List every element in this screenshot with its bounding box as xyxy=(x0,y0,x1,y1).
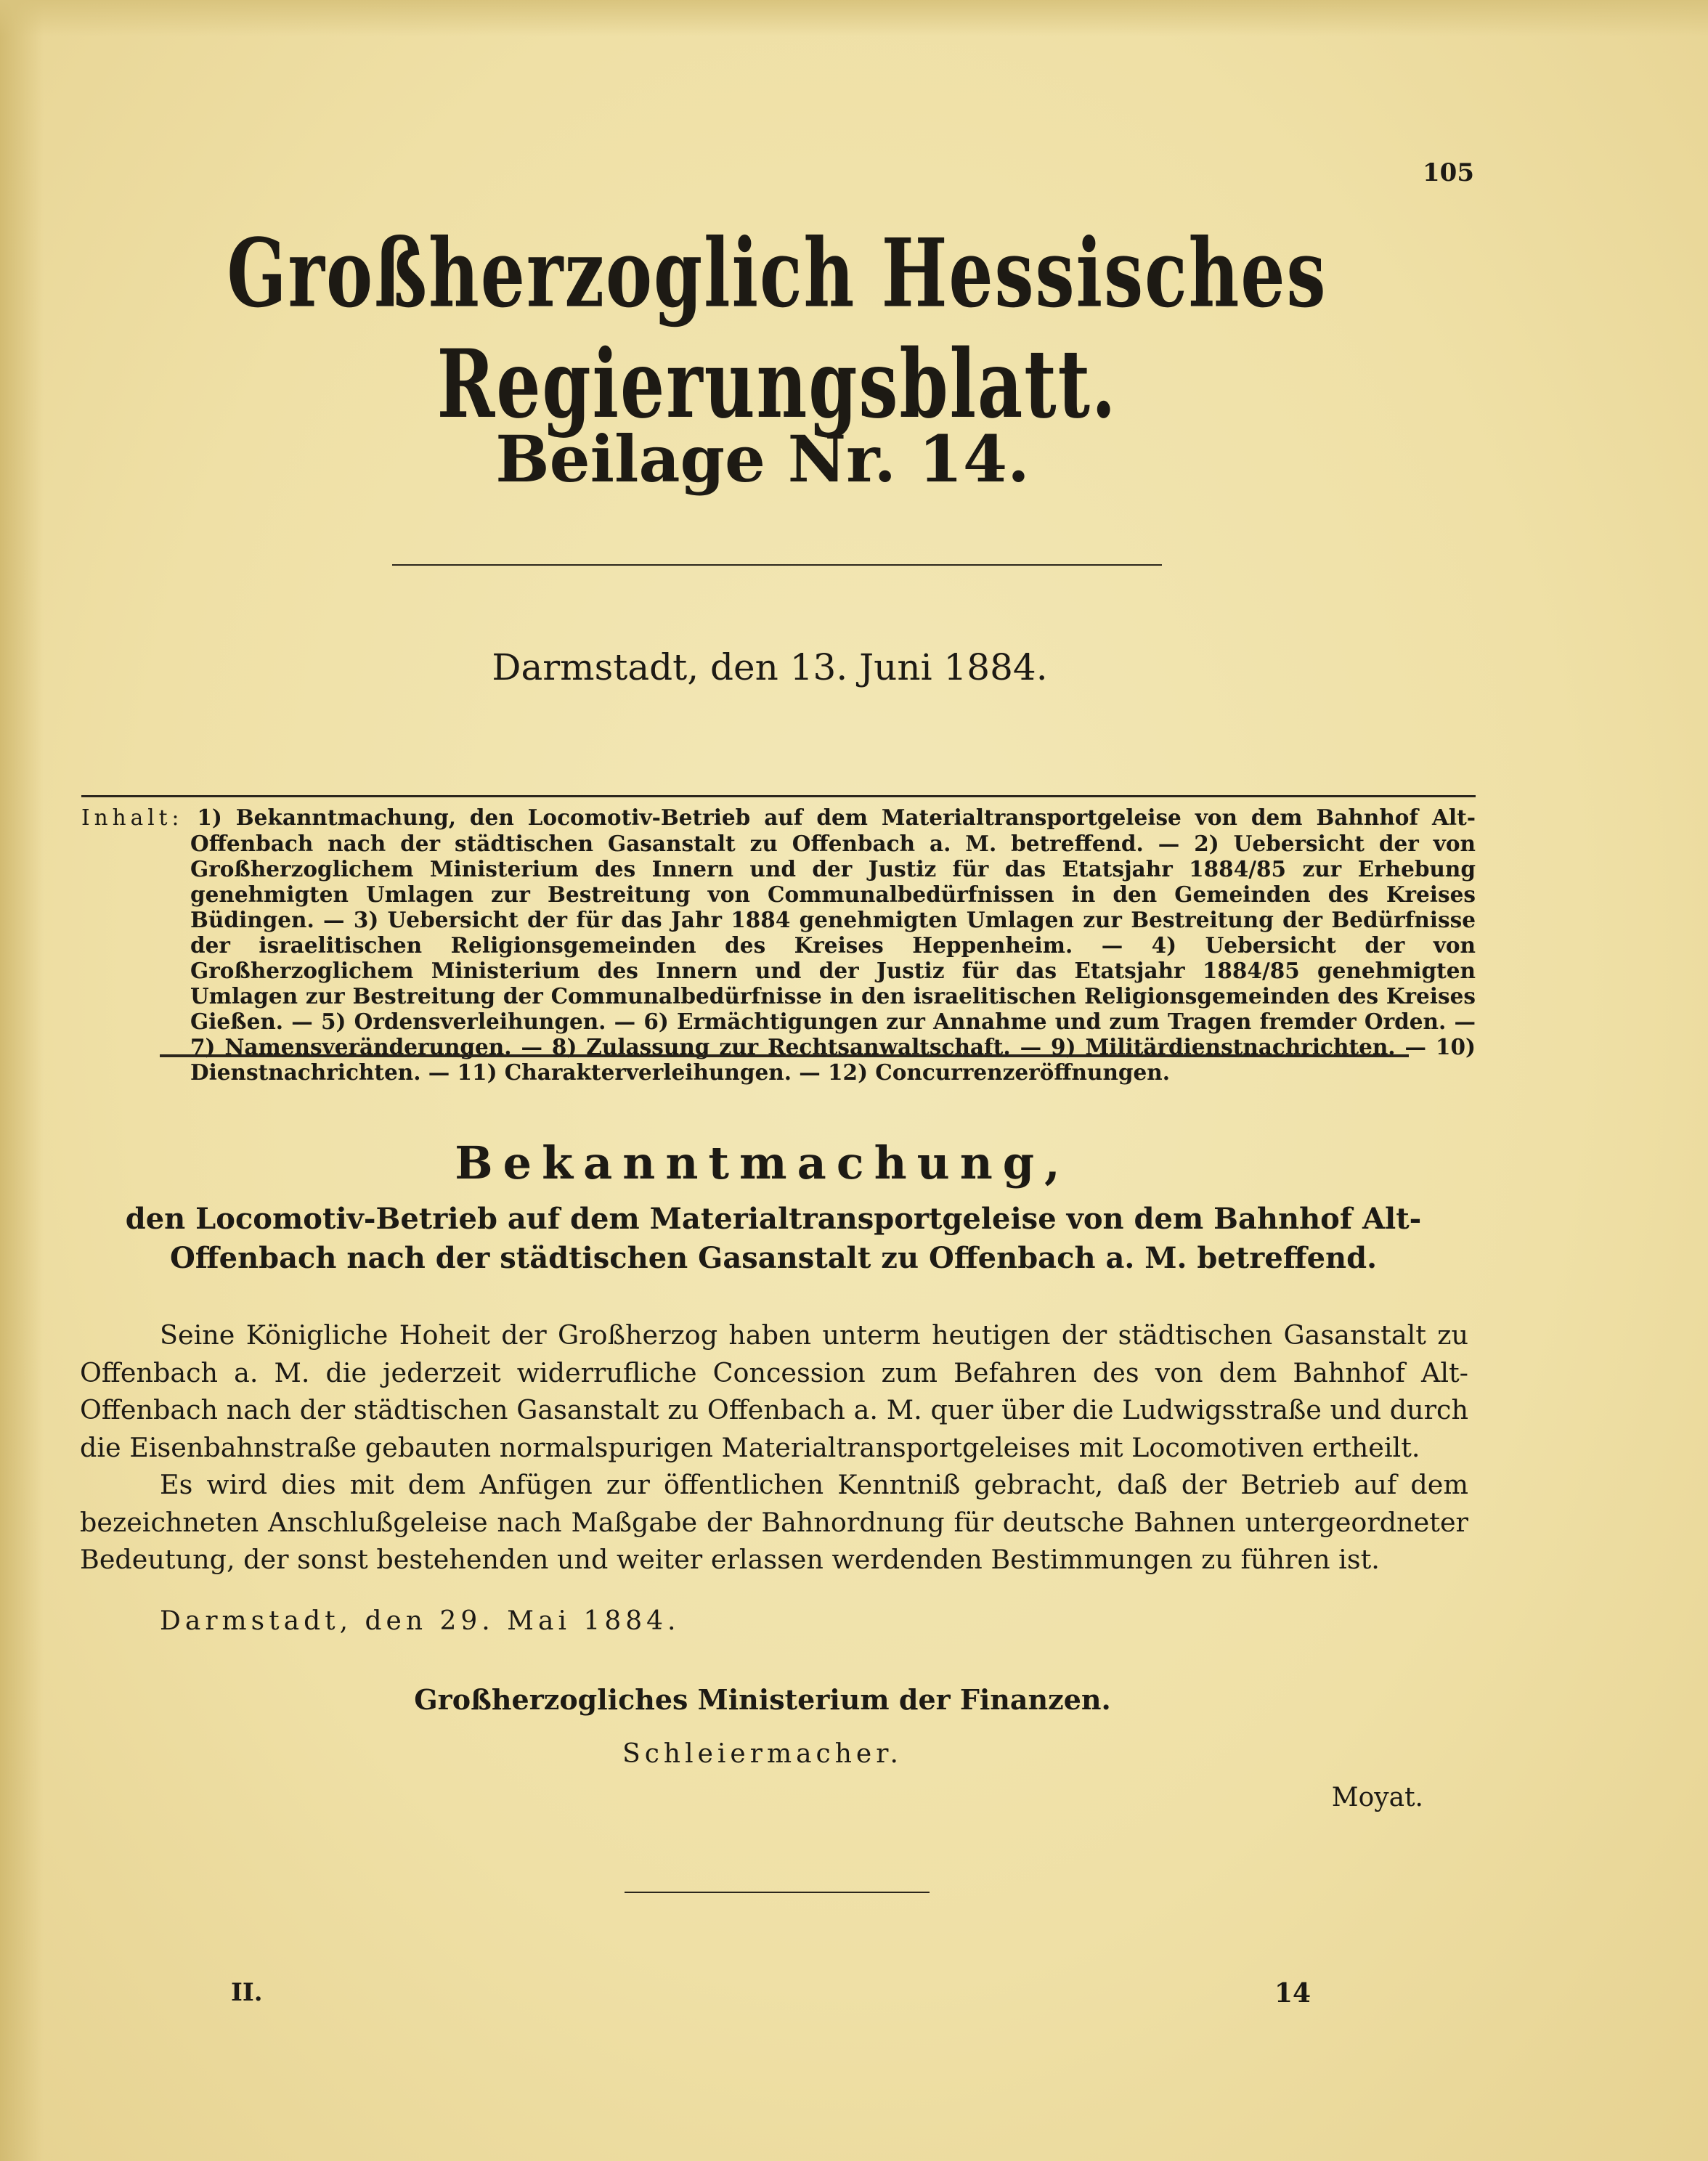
notice-heading: Bekanntmachung, xyxy=(455,1136,1070,1189)
divider-rule xyxy=(392,564,1162,566)
page-number: 105 xyxy=(1423,158,1474,187)
page-edge-shadow xyxy=(0,0,44,2161)
notice-paragraph: Es wird dies mit dem Anfügen zur öffentlichen Kenntniß gebracht, daß der Betrieb auf dem bezeichneten Anschlußgeleise nach Maßgabe der Bahnordnung für deutsche Bahnen untergeordneter Bedeutung, der sonst bestehenden und weiter erlassen werdenden Bestimmungen zu führen ist. xyxy=(80,1469,1468,1575)
contents-top-rule xyxy=(81,795,1476,797)
supplement-number: Beilage Nr. 14. xyxy=(495,421,1030,497)
page-top-shadow xyxy=(0,0,1708,36)
contents-label: Inhalt: xyxy=(81,805,184,830)
signing-place-date: Darmstadt, den 29. Mai 1884. xyxy=(160,1606,680,1636)
sheet-mark: II. xyxy=(231,1978,263,2007)
issuing-ministry: Großherzogliches Ministerium der Finanzen. xyxy=(414,1683,1111,1716)
masthead-title: Großherzoglich Hessisches Regierungsblatt. xyxy=(227,218,1327,440)
closing-rule xyxy=(625,1892,930,1893)
contents-text: 1) Bekanntmachung, den Locomotiv-Betrieb auf dem Materialtransportgeleise von dem Bahnhof Alt-Offenbach nach der städtischen Gasanstalt zu Offenbach a. M. betreffend. — 2) Uebersicht der von Großherzoglichem Ministerium des Innern und der Justiz für das Etatsjahr 1884/85 zur Erhebung genehmigten Umlagen zur Bestreitung von Communalbedürfnissen in den Gemeinden des Kreises Büdingen. — 3) Uebersicht der für das Jahr 1884 genehmigten Umlagen zur Bestreitung der Bedürfnisse der israelitischen Religionsgemeinden des Kreises Heppenheim. — 4) Uebersicht der von Großherzoglichem Ministerium des Innern und der Justiz für das Etatsjahr 1884/85 genehmigten Umlagen zur Bestreitung der Communalbedürfnisse in den israelitischen Religionsgemeinden des Kreises Gießen. — 5) Ordensverleihungen. — 6) Ermächtigungen zur Annahme und zum Tragen fremder Orden. — 7) Namensveränderungen. — 8) Zulassung zur Rechtsanwaltschaft. — 9) Militärdienstnachrichten. — 10) Dienstnachrichten. — 11) Charakterverleihungen. — 12) Concurrenzeröffnungen. xyxy=(190,805,1476,1085)
notice-subheading: den Locomotiv-Betrieb auf dem Materialtransportgeleise von dem Bahnhof Alt-Offenbach nach der städtischen Gasanstalt zu Offenbach a. M. betreffend. xyxy=(125,1202,1422,1275)
signature-number: 14 xyxy=(1274,1978,1312,2009)
notice-paragraph: Seine Königliche Hoheit der Großherzog haben unterm heutigen der städtischen Gasanstalt zu Offenbach a. M. die jederzeit widerrufliche Concession zum Befahren des von dem Bahnhof Alt-Offenbach nach der städtischen Gasanstalt zu Offenbach a. M. quer über die Ludwigsstraße und durch die Eisenbahnstraße gebauten normalspurigen Materialtransportgeleises mit Locomotiven ertheilt. xyxy=(80,1319,1468,1463)
countersignature: Moyat. xyxy=(1331,1783,1423,1812)
table-of-contents xyxy=(81,805,1476,1085)
signatory-name: Schleiermacher. xyxy=(622,1739,903,1769)
notice-body xyxy=(80,1316,1468,1579)
contents-bottom-rule xyxy=(160,1054,1409,1057)
issue-dateline: Darmstadt, den 13. Juni 1884. xyxy=(492,646,1048,688)
